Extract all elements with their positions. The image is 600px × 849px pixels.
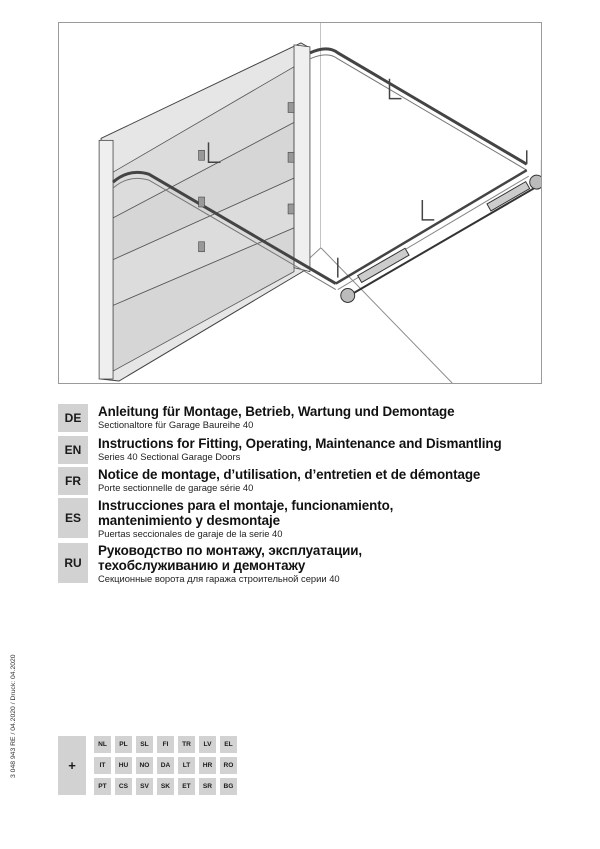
language-title: Руководство по монтажу, эксплуатации, техобслуживанию и демонтажу	[98, 543, 363, 573]
language-cell: RO	[220, 757, 237, 774]
language-cell: SV	[136, 778, 153, 795]
language-cell: TR	[178, 736, 195, 753]
language-subtitle: Puertas seccionales de garaje de la serie 40	[98, 528, 283, 539]
language-subtitle: Sectionaltore für Garage Baureihe 40	[98, 419, 254, 430]
language-code-badge: EN	[58, 436, 88, 464]
language-code-badge: FR	[58, 467, 88, 495]
language-title: Instrucciones para el montaje, funcionamiento, mantenimiento y desmontaje	[98, 498, 394, 528]
language-cell: IT	[94, 757, 111, 774]
language-title: Notice de montage, d’utilisation, d’entretien et de démontage	[98, 467, 481, 482]
language-cell: DA	[157, 757, 174, 774]
language-code-badge: RU	[58, 543, 88, 583]
language-cell: BG	[220, 778, 237, 795]
language-title: Instructions for Fitting, Operating, Maintenance and Dismantling	[98, 436, 502, 451]
language-code-badge: DE	[58, 404, 88, 432]
language-cell: LV	[199, 736, 216, 753]
language-cell: HU	[115, 757, 132, 774]
language-cell: EL	[220, 736, 237, 753]
language-cell: LT	[178, 757, 195, 774]
language-code-badge: ES	[58, 498, 88, 538]
language-cell: HR	[199, 757, 216, 774]
language-cell: FI	[157, 736, 174, 753]
language-title: Anleitung für Montage, Betrieb, Wartung und Demontage	[98, 404, 455, 419]
language-cell: SK	[157, 778, 174, 795]
language-subtitle: Series 40 Sectional Garage Doors	[98, 451, 241, 462]
language-cell: PT	[94, 778, 111, 795]
language-cell: NO	[136, 757, 153, 774]
more-languages-grid	[94, 736, 236, 795]
language-subtitle: Секционные ворота для гаража строительной серии 40	[98, 573, 340, 584]
language-subtitle: Porte sectionnelle de garage série 40	[98, 482, 254, 493]
garage-door-drawing	[59, 23, 541, 383]
language-cell: ET	[178, 778, 195, 795]
more-languages-badge: +	[58, 736, 86, 795]
garage-door-illustration	[58, 22, 542, 384]
language-cell: SL	[136, 736, 153, 753]
language-cell: NL	[94, 736, 111, 753]
language-cell: CS	[115, 778, 132, 795]
document-code: 3 048 943 RE / 04.2020 / Druck: 04.2020	[10, 654, 17, 778]
language-cell: SR	[199, 778, 216, 795]
language-cell: PL	[115, 736, 132, 753]
